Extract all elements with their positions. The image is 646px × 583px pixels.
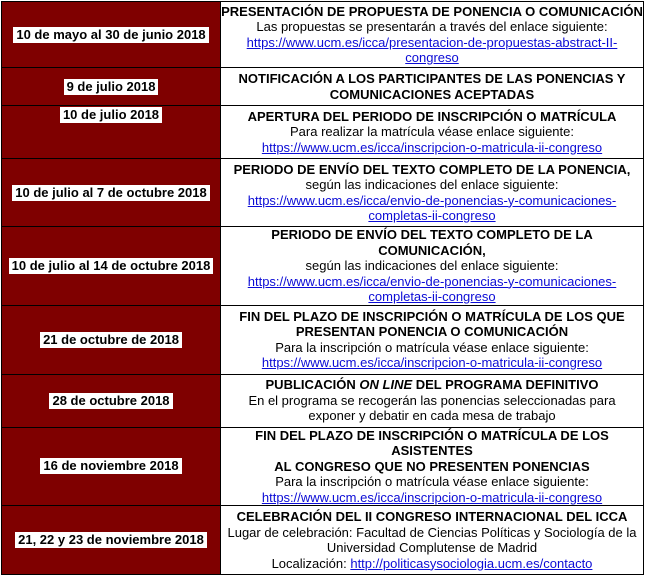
info-cell — [221, 305, 644, 374]
location-label: Localización: — [271, 555, 351, 571]
row-title-continuation: COMUNICACIONES ACEPTADAS — [329, 86, 535, 102]
row-text: Para realizar la matrícula véase enlace siguiente: — [290, 124, 574, 140]
date-label: 9 de julio 2018 — [64, 79, 159, 95]
info-cell — [221, 68, 644, 106]
date-label: 21 de octubre de 2018 — [40, 332, 182, 348]
row-text: Para la inscripción o matrícula véase enlace siguiente: — [275, 474, 589, 489]
link[interactable]: https://www.ucm.es/icca/inscripcion-o-matricula-ii-congreso — [261, 355, 603, 370]
info-cell — [221, 374, 644, 427]
row-title-part: DEL PROGRAMA DEFINITIVO — [412, 377, 599, 393]
info-cell — [221, 506, 644, 575]
date-label: 10 de julio 2018 — [60, 107, 162, 123]
row-title: FIN DEL PLAZO DE INSCRIPCIÓN O MATRÍCULA DE LOS QUE — [239, 308, 625, 324]
row-title-part: PUBLICACIÓN — [265, 377, 360, 393]
info-cell — [221, 106, 644, 159]
row-text: Lugar de celebración: Facultad de Ciencias Políticas y Sociología de la — [227, 524, 637, 540]
link-continuation[interactable]: completas-ii-congreso — [368, 208, 496, 223]
location-line — [221, 556, 643, 572]
link[interactable]: https://www.ucm.es/icca/inscripcion-o-matricula-ii-congreso — [261, 489, 603, 505]
row-text-continuation: Universidad Complutense de Madrid — [326, 540, 538, 555]
row-text-continuation: exponer y debatir en cada mesa de trabajo — [308, 408, 556, 424]
date-label: 10 de julio al 7 de octubre 2018 — [12, 185, 209, 201]
row-title-emphasis: ON LINE — [359, 377, 413, 393]
row-title: PRESENTACIÓN DE PROPUESTA DE PONENCIA O COMUNICACIÓN — [221, 3, 643, 19]
table-row — [2, 506, 644, 575]
table-row — [2, 427, 644, 506]
schedule-table — [1, 1, 644, 575]
info-cell — [221, 227, 644, 306]
row-text: según las indicaciones del enlace siguiente: — [305, 177, 559, 192]
info-cell — [221, 2, 644, 68]
date-cell — [2, 227, 221, 306]
row-text: Para la inscripción o matrícula véase enlace siguiente: — [275, 339, 589, 355]
table-row — [2, 159, 644, 227]
date-label: 10 de julio al 14 de octubre 2018 — [9, 258, 214, 274]
row-title: PERIODO DE ENVÍO DEL TEXTO COMPLETO DE LA PONENCIA, — [233, 161, 631, 177]
table-row — [2, 2, 644, 68]
row-title — [221, 377, 643, 393]
date-cell — [2, 159, 221, 227]
date-cell — [2, 427, 221, 506]
link[interactable]: https://www.ucm.es/icca/envio-de-ponencias-y-comunicaciones- — [247, 273, 617, 289]
date-label: 28 de octubre 2018 — [49, 393, 172, 409]
row-title: FIN DEL PLAZO DE INSCRIPCIÓN O MATRÍCULA DE LOS ASISTENTES — [255, 427, 609, 458]
link[interactable]: https://www.ucm.es/icca/envio-de-ponencias-y-comunicaciones- — [247, 192, 617, 208]
row-title: CELEBRACIÓN DEL II CONGRESO INTERNACIONAL DEL ICCA — [236, 509, 628, 524]
date-label: 21, 22 y 23 de noviembre 2018 — [15, 532, 207, 548]
date-cell — [2, 106, 221, 159]
table-row — [2, 68, 644, 106]
row-title-continuation: AL CONGRESO QUE NO PRESENTEN PONENCIAS — [274, 458, 590, 474]
link-continuation[interactable]: congreso — [405, 50, 459, 65]
row-title: APERTURA DEL PERIODO DE INSCRIPCIÓN O MATRÍCULA — [247, 108, 617, 124]
info-cell — [221, 159, 644, 227]
date-cell — [2, 305, 221, 374]
table-row — [2, 305, 644, 374]
row-title: PERIODO DE ENVÍO DEL TEXTO COMPLETO DE LA COMUNICACIÓN, — [271, 227, 593, 258]
date-cell — [2, 68, 221, 106]
row-text: Las propuestas se presentarán a través del enlace siguiente: — [256, 19, 608, 34]
date-label: 16 de noviembre 2018 — [40, 458, 181, 474]
row-text: En el programa se recogerán las ponencias seleccionadas para — [248, 392, 616, 408]
table-row — [2, 227, 644, 306]
date-cell — [2, 2, 221, 68]
date-cell — [2, 374, 221, 427]
info-cell — [221, 427, 644, 506]
row-title: NOTIFICACIÓN A LOS PARTICIPANTES DE LAS PONENCIAS Y — [238, 71, 626, 86]
date-label: 10 de mayo al 30 de junio 2018 — [13, 27, 208, 43]
location-link[interactable]: http://politicasysociologia.ucm.es/contacto — [350, 555, 593, 571]
row-title-continuation: PRESENTAN PONENCIA O COMUNICACIÓN — [295, 324, 569, 339]
date-cell — [2, 506, 221, 575]
link[interactable]: https://www.ucm.es/icca/inscripcion-o-matricula-ii-congreso — [261, 139, 603, 155]
table-row — [2, 374, 644, 427]
row-text: según las indicaciones del enlace siguiente: — [305, 258, 559, 273]
link-continuation[interactable]: completas-ii-congreso — [368, 289, 496, 304]
table-row — [2, 106, 644, 159]
link[interactable]: https://www.ucm.es/icca/presentacion-de-propuestas-abstract-II- — [246, 34, 618, 50]
